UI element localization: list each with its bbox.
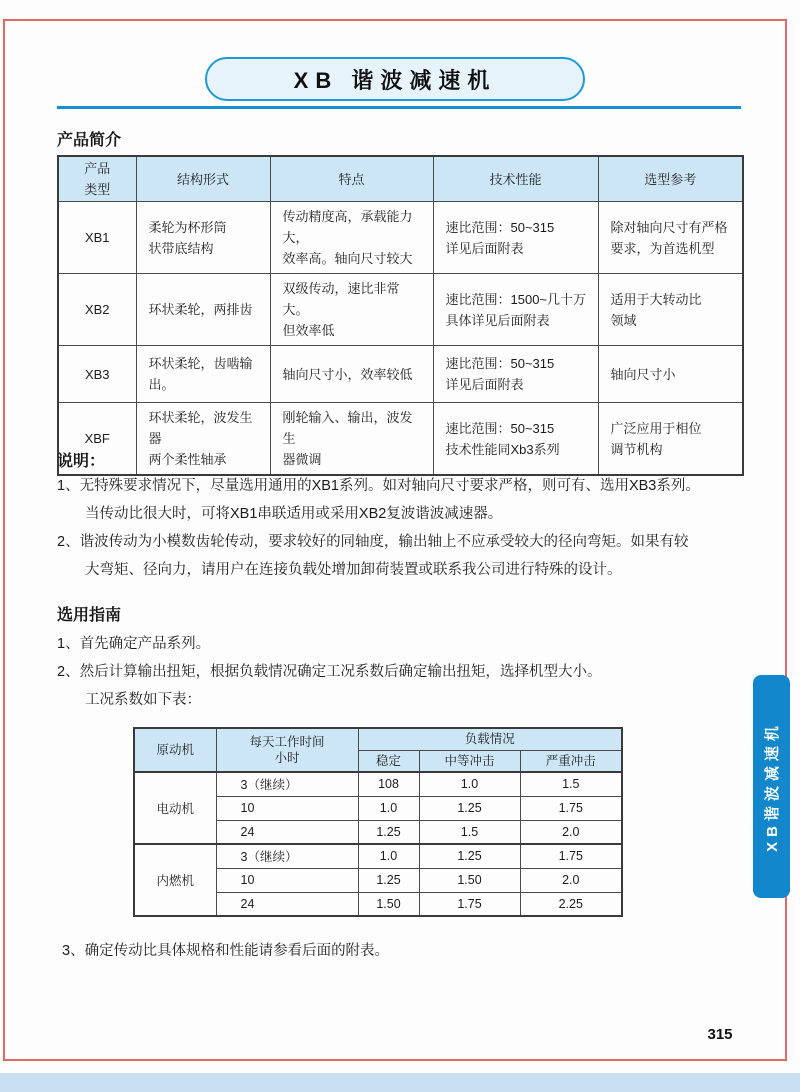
page-number: 315 — [707, 1026, 733, 1043]
cell-features: 传动精度高，承载能力大， 效率高。轴向尺寸较大 — [270, 202, 433, 274]
cell-structure: 环状柔轮，齿啮输出。 — [136, 346, 270, 403]
cell-reference: 广泛应用于相位 调节机构 — [598, 403, 743, 476]
note-item-1-line-1: 1、无特殊要求情况下，尽量选用通用的XB1系列。如对轴向尺寸要求严格，则可有、选用XB3系列。 — [57, 478, 700, 494]
cell-severe: 2.0 — [520, 868, 622, 892]
header-reference: 选型参考 — [598, 156, 743, 202]
cell-features: 双级传动，速比非常大。 但效率低 — [270, 274, 433, 346]
cell-performance: 速比范围：50~315 详见后面附表 — [433, 346, 598, 403]
cell-structure: 环状柔轮，波发生器 两个柔性轴承 — [136, 403, 270, 476]
cell-stable: 1.25 — [358, 868, 419, 892]
cell-hours: 3（继续） — [216, 772, 358, 796]
cell-hours: 24 — [216, 892, 358, 916]
cell-hours: 10 — [216, 796, 358, 820]
factor-header-row-1 — [134, 728, 622, 750]
cell-hours: 3（继续） — [216, 844, 358, 868]
note-item-1-line-2: 当传动比很大时，可将XB1串联适用或采用XB2复波谐波减速器。 — [85, 506, 503, 522]
cell-medium: 1.0 — [419, 772, 520, 796]
header-load-stable: 稳定 — [358, 750, 419, 772]
cell-medium: 1.25 — [419, 844, 520, 868]
cell-reference: 适用于大转动比 领域 — [598, 274, 743, 346]
table-row — [58, 274, 743, 346]
cell-features: 轴向尺寸小，效率较低 — [270, 346, 433, 403]
cell-stable: 108 — [358, 772, 419, 796]
cell-medium: 1.25 — [419, 796, 520, 820]
note-item-2-line-1: 2、谐波传动为小模数齿轮传动，要求较好的同轴度，输出轴上不应承受较大的径向弯矩。如果有较 — [57, 534, 689, 550]
note-item-2-line-2: 大弯矩、径向力，请用户在连接负载处增加卸荷装置或联系我公司进行特殊的设计。 — [85, 562, 622, 578]
cell-features: 刚轮输入、输出，波发生 器微调 — [270, 403, 433, 476]
cell-performance: 速比范围：50~315 技术性能同Xb3系列 — [433, 403, 598, 476]
bottom-strip — [0, 1073, 800, 1092]
guide-item-2-sub: 工况系数如下表： — [85, 692, 201, 708]
notes-heading: 说明： — [57, 453, 106, 470]
table-row — [58, 346, 743, 403]
cell-structure: 柔轮为杯形筒 状带底结构 — [136, 202, 270, 274]
cell-model: XB1 — [58, 202, 136, 274]
intro-heading: 产品简介 — [57, 132, 122, 149]
cell-stable: 1.0 — [358, 844, 419, 868]
cell-severe: 1.5 — [520, 772, 622, 796]
table-row — [58, 403, 743, 476]
cell-model: XB2 — [58, 274, 136, 346]
guide-item-2: 2、然后计算输出扭矩，根据负载情况确定工况系数后确定输出扭矩，选择机型大小。 — [57, 664, 602, 680]
cell-stable: 1.25 — [358, 820, 419, 844]
guide-item-3: 3、确定传动比具体规格和性能请参看后面的附表。 — [62, 943, 390, 959]
cell-model: XB3 — [58, 346, 136, 403]
cell-medium: 1.50 — [419, 868, 520, 892]
table-row — [134, 772, 622, 796]
header-prime-mover: 原动机 — [134, 728, 216, 772]
cell-medium: 1.75 — [419, 892, 520, 916]
header-model: 产品 类型 — [58, 156, 136, 202]
cell-medium: 1.5 — [419, 820, 520, 844]
cell-severe: 1.75 — [520, 796, 622, 820]
cell-hours: 10 — [216, 868, 358, 892]
product-table-header-row — [58, 156, 743, 202]
table-row — [134, 844, 622, 868]
side-tab — [753, 675, 790, 898]
cell-hours: 24 — [216, 820, 358, 844]
cell-severe: 2.25 — [520, 892, 622, 916]
title-divider — [57, 106, 741, 109]
cell-severe: 2.0 — [520, 820, 622, 844]
cell-model: XBF — [58, 403, 136, 476]
page-title-text: XB 谐波减速机 — [293, 67, 497, 93]
header-load-condition: 负载情况 — [358, 728, 622, 750]
table-row — [58, 202, 743, 274]
cell-structure: 环状柔轮，两排齿 — [136, 274, 270, 346]
cell-stable: 1.0 — [358, 796, 419, 820]
cell-severe: 1.75 — [520, 844, 622, 868]
cell-performance: 速比范围：50~315 详见后面附表 — [433, 202, 598, 274]
header-daily-hours: 每天工作时间 小时 — [216, 728, 358, 772]
cell-prime-mover: 电动机 — [134, 772, 216, 844]
guide-item-1: 1、首先确定产品系列。 — [57, 636, 211, 652]
header-load-medium: 中等冲击 — [419, 750, 520, 772]
cell-performance: 速比范围：1500~几十万 具体详见后面附表 — [433, 274, 598, 346]
header-structure: 结构形式 — [136, 156, 270, 202]
cell-prime-mover: 内燃机 — [134, 844, 216, 916]
cell-reference: 除对轴向尺寸有严格 要求，为首选机型 — [598, 202, 743, 274]
page-title — [205, 57, 585, 101]
header-features: 特点 — [270, 156, 433, 202]
header-performance: 技术性能 — [433, 156, 598, 202]
cell-reference: 轴向尺寸小 — [598, 346, 743, 403]
product-intro-table — [57, 155, 744, 476]
side-tab-label: XB谐波减速机 — [764, 721, 781, 852]
guide-heading: 选用指南 — [57, 607, 122, 624]
service-factor-table — [133, 727, 623, 917]
header-load-severe: 严重冲击 — [520, 750, 622, 772]
cell-stable: 1.50 — [358, 892, 419, 916]
